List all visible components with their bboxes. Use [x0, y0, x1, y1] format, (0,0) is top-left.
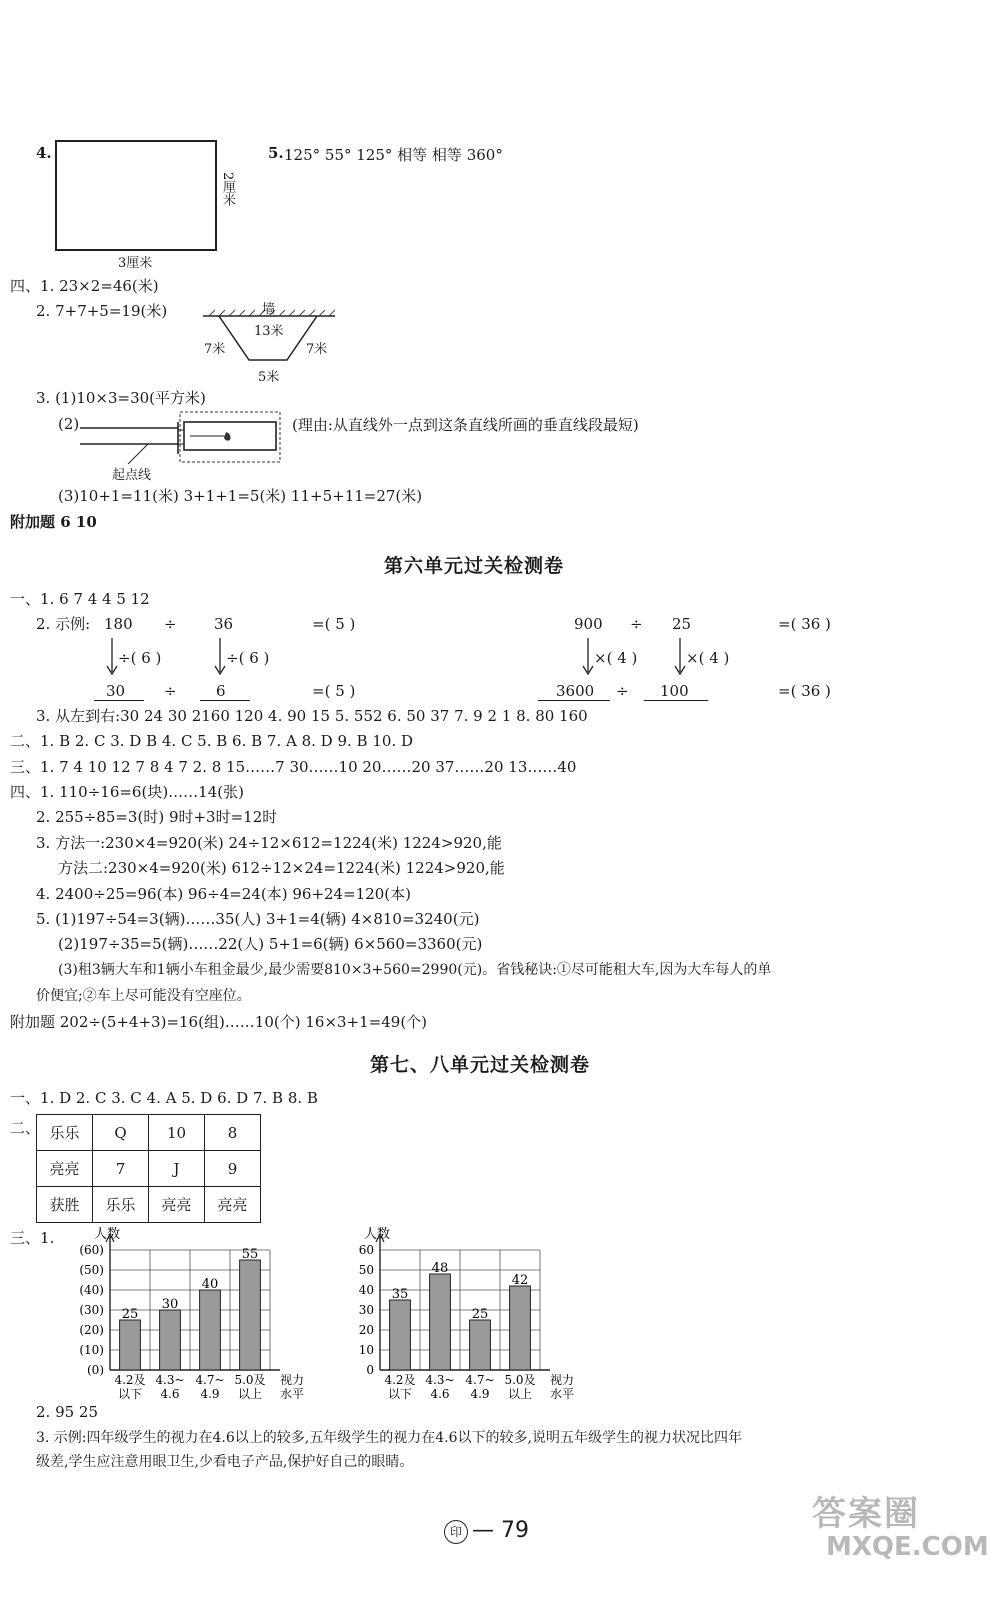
- sec6-four-3b: 方法二:230×4=920(米) 612÷12×24=1224(米) 1224>920,能: [58, 859, 505, 877]
- table-cell: 亮亮: [205, 1187, 261, 1223]
- left-top-res: =( 5 ): [312, 615, 356, 633]
- right-length-label: 7米: [306, 342, 328, 357]
- right-bot-b: 100: [660, 682, 689, 700]
- bar-value-label: 25: [471, 1307, 489, 1322]
- right-top-op: ÷: [630, 615, 643, 633]
- left-top-b: 36: [214, 615, 234, 633]
- left-op1: ÷( 6 ): [118, 649, 162, 667]
- rect-height-label: 2厘米: [220, 172, 235, 207]
- pool-figure: [78, 408, 288, 468]
- table-cell: 9: [205, 1151, 261, 1187]
- watermark-url: MXQE.COM: [826, 1532, 989, 1562]
- rect-width-label: 3厘米: [118, 256, 153, 271]
- sec6-four-5c2: 价便宜;②车上尽可能没有空座位。: [36, 988, 251, 1004]
- sec78-two-label: 二、: [10, 1119, 41, 1137]
- chart-xlabel: 视力水平: [549, 1373, 575, 1401]
- x-category-label: 4.3~ 4.6: [425, 1373, 455, 1401]
- left-bot-op: ÷: [164, 682, 177, 700]
- sec78-three-3b: 级差,学生应注意用眼卫生,少看电子产品,保护好自己的眼睛。: [36, 1454, 414, 1470]
- y-tick-label: (20): [79, 1323, 104, 1337]
- x-category-label: 5.0及以上: [504, 1373, 536, 1401]
- chart-bar: [160, 1310, 181, 1370]
- y-tick-label: (40): [79, 1283, 104, 1297]
- chart-bar: [390, 1300, 411, 1370]
- chart-ylabel: 人数: [94, 1227, 121, 1242]
- vision-chart-grade5: [320, 1222, 575, 1402]
- bar-value-label: 35: [391, 1287, 409, 1302]
- q5-answers: 125° 55° 125° 相等 相等 360°: [284, 146, 503, 164]
- left-top-op: ÷: [164, 615, 177, 633]
- y-tick-label: (60): [79, 1243, 104, 1257]
- chart-xlabel: 视力水平: [279, 1373, 305, 1401]
- right-op2: ×( 4 ): [686, 649, 730, 667]
- right-op1: ×( 4 ): [594, 649, 638, 667]
- table-cell: 乐乐: [37, 1115, 93, 1151]
- left-bot-a: 30: [106, 682, 126, 700]
- sec6-four-5b: (2)197÷35=5(辆)……22(人) 5+1=6(辆) 6×560=3360(元): [58, 935, 483, 953]
- chart-bar: [430, 1274, 451, 1370]
- sec6-four-5a: 5. (1)197÷54=3(辆)……35(人) 3+1=4(辆) 4×810=3240(元): [36, 910, 480, 928]
- chart-bar: [240, 1260, 261, 1370]
- right-bot-a-underline: [538, 700, 610, 701]
- watermark-logo: 答案圈: [812, 1494, 920, 1534]
- table-cell: 7: [93, 1151, 149, 1187]
- chart-bar: [120, 1320, 141, 1370]
- q5-label: 5.: [268, 144, 284, 162]
- page-badge-icon: 印: [444, 1520, 468, 1544]
- table-row: [37, 1187, 261, 1223]
- y-tick-label: 30: [358, 1303, 374, 1317]
- y-tick-label: (50): [79, 1263, 104, 1277]
- left-top-a: 180: [104, 615, 133, 633]
- q4-label: 4.: [36, 144, 52, 162]
- right-top-res: =( 36 ): [778, 615, 831, 633]
- right-top-a: 900: [574, 615, 603, 633]
- sec78-title: 第七、八单元过关检测卷: [370, 1054, 591, 1076]
- sec6-four-5c1: (3)租3辆大车和1辆小车租金最少,最少需要810×3+560=2990(元)。省钱秘诀:①尽可能租大车,因为大车每人的单: [58, 962, 772, 978]
- card-game-table: [36, 1114, 261, 1223]
- x-category-label: 5.0及以上: [234, 1373, 266, 1401]
- y-tick-label: 60: [358, 1243, 374, 1257]
- left-length-label: 7米: [204, 342, 226, 357]
- y-tick-label: 50: [358, 1263, 374, 1277]
- y-tick-label: 10: [358, 1343, 374, 1357]
- sec6-four-2: 2. 255÷85=3(时) 9时+3时=12时: [36, 808, 278, 826]
- x-category-label: 4.3~ 4.6: [155, 1373, 185, 1401]
- right-top-b: 25: [672, 615, 692, 633]
- sec5-four-q3-3: (3)10+1=11(米) 3+1+1=5(米) 11+5+11=27(米): [58, 487, 423, 505]
- sec6-four-3a: 3. 方法一:230×4=920(米) 24÷12×612=1224(米) 1224>920,能: [36, 834, 502, 852]
- y-tick-label: (0): [87, 1363, 104, 1377]
- bar-value-label: 42: [511, 1273, 529, 1288]
- left-bot-b: 6: [216, 682, 226, 700]
- sec6-four-1: 四、1. 110÷16=6(块)……14(张): [10, 783, 244, 801]
- table-cell: Q: [93, 1115, 149, 1151]
- div-example-label: 2. 示例:: [36, 615, 91, 633]
- y-tick-label: (30): [79, 1303, 104, 1317]
- table-cell: 8: [205, 1115, 261, 1151]
- right-bot-op: ÷: [616, 682, 629, 700]
- sec6-four-4: 4. 2400÷25=96(本) 96÷4=24(本) 96+24=120(本): [36, 885, 412, 903]
- y-tick-label: 40: [358, 1283, 374, 1297]
- left-bot-a-underline: [94, 700, 144, 701]
- sec5-four-q1: 四、1. 23×2=46(米): [10, 277, 159, 295]
- sec6-three: 三、1. 7 4 10 12 7 8 4 7 2. 8 15……7 30……10 20……20 37……20 13……40: [10, 758, 577, 776]
- y-tick-label: 20: [358, 1323, 374, 1337]
- start-line-label: 起点线: [112, 468, 152, 483]
- table-cell: 10: [149, 1115, 205, 1151]
- right-bot-a: 3600: [556, 682, 595, 700]
- sec6-one-3: 3. 从左到右:30 24 30 2160 120 4. 90 15 5. 552 6. 50 37 7. 9 2 1 8. 80 160: [36, 707, 588, 725]
- sec5-four-q2: 2. 7+7+5=19(米): [36, 302, 168, 320]
- sec78-three-label: 三、1.: [10, 1229, 55, 1247]
- table-row: [37, 1115, 261, 1151]
- table-cell: 亮亮: [149, 1187, 205, 1223]
- sec5-extra: 附加题 6 10: [10, 513, 97, 531]
- rectangle-figure: [55, 140, 217, 251]
- chart-ylabel: 人数: [364, 1227, 391, 1242]
- x-category-label: 4.2及以下: [384, 1373, 416, 1401]
- left-op2: ÷( 6 ): [226, 649, 270, 667]
- sec6-title: 第六单元过关检测卷: [384, 555, 565, 577]
- x-category-label: 4.7~ 4.9: [195, 1373, 225, 1401]
- bar-value-label: 48: [431, 1261, 449, 1276]
- vision-chart-grade4: [50, 1222, 305, 1402]
- bar-value-label: 40: [201, 1277, 219, 1292]
- chart-bar: [470, 1320, 491, 1370]
- top-length-label: 13米: [254, 324, 284, 339]
- chart-bar: [510, 1286, 531, 1370]
- table-cell: 亮亮: [37, 1151, 93, 1187]
- table-cell: 获胜: [37, 1187, 93, 1223]
- bar-value-label: 25: [121, 1307, 139, 1322]
- sec78-three-3a: 3. 示例:四年级学生的视力在4.6以上的较多,五年级学生的视力在4.6以下的较多,说明五年级学生的视力状况比四年: [36, 1430, 742, 1446]
- y-tick-label: (10): [79, 1343, 104, 1357]
- right-bot-b-underline: [644, 700, 708, 701]
- pool-reason: (理由:从直线外一点到这条直线所画的垂直线段最短): [292, 416, 639, 434]
- table-row: [37, 1151, 261, 1187]
- table-cell: J: [149, 1151, 205, 1187]
- table-cell: 乐乐: [93, 1187, 149, 1223]
- sec6-one-1: 一、1. 6 7 4 4 5 12: [10, 590, 150, 608]
- sec5-four-q3-1: 3. (1)10×3=30(平方米): [36, 389, 206, 407]
- right-bot-res: =( 36 ): [778, 682, 831, 700]
- sec6-extra: 附加题 202÷(5+4+3)=16(组)……10(个) 16×3+1=49(个): [10, 1013, 428, 1031]
- page-number: — 79: [472, 1518, 529, 1543]
- sec78-one: 一、1. D 2. C 3. C 4. A 5. D 6. D 7. B 8. B: [10, 1089, 318, 1107]
- y-tick-label: 0: [366, 1363, 374, 1377]
- left-bot-b-underline: [200, 700, 250, 701]
- sec6-two: 二、1. B 2. C 3. D B 4. C 5. B 6. B 7. A 8. D 9. B 10. D: [10, 732, 414, 750]
- wall-label: 墙: [262, 302, 276, 317]
- bar-value-label: 30: [161, 1297, 179, 1312]
- sec5-four-q3-2-label: (2): [58, 415, 80, 433]
- bottom-length-label: 5米: [258, 370, 280, 385]
- x-category-label: 4.7~ 4.9: [465, 1373, 495, 1401]
- left-bot-res: =( 5 ): [312, 682, 356, 700]
- bar-value-label: 55: [241, 1247, 259, 1262]
- chart-bar: [200, 1290, 221, 1370]
- sec78-three-2: 2. 95 25: [36, 1403, 99, 1421]
- x-category-label: 4.2及以下: [114, 1373, 146, 1401]
